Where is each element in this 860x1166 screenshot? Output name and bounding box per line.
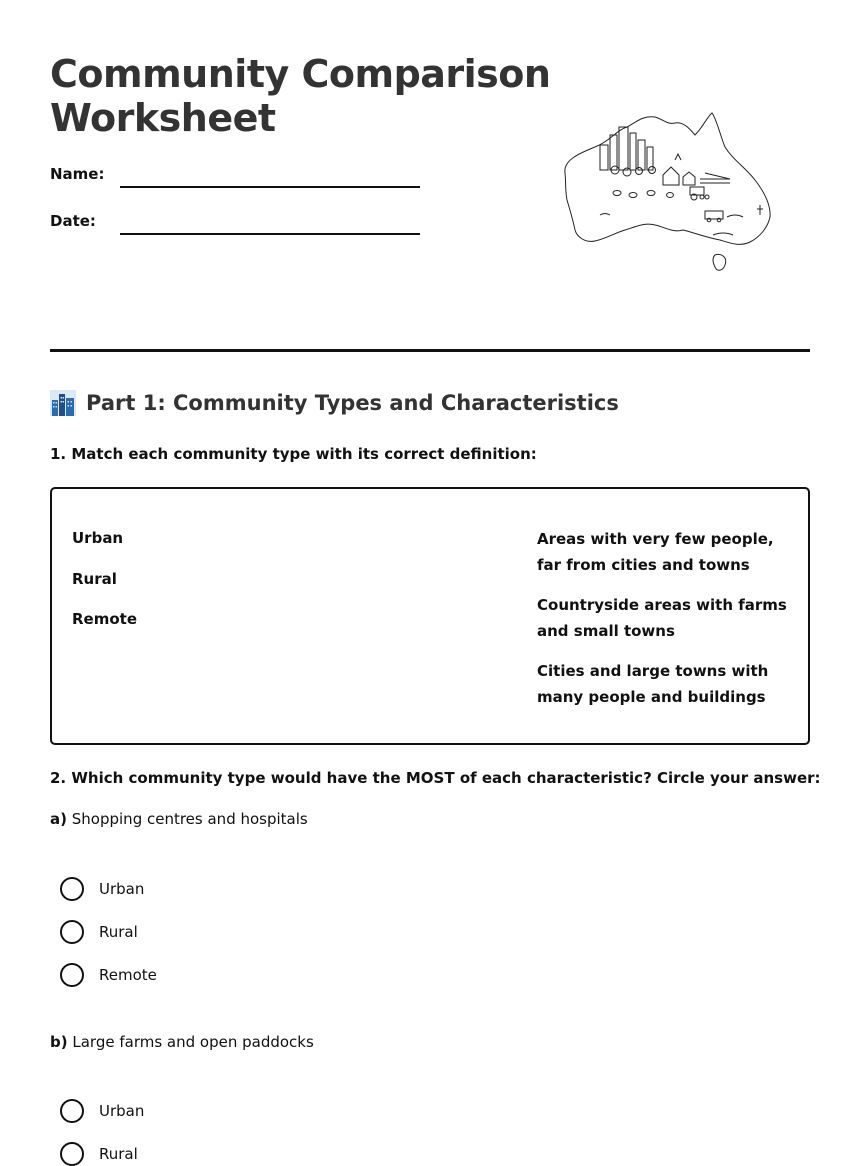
section-divider [50,349,810,352]
question-2-prompt: 2. Which community type would have the MOST of each characteristic? Circle your answer: [50,769,821,787]
question-2b [50,1033,314,1051]
radio-circle-icon[interactable] [60,1099,84,1123]
option-label: Urban [99,1102,145,1120]
page-title [50,52,550,140]
matching-box [50,487,810,745]
definition-rural[interactable]: Countryside areas with farms and small towns [537,596,787,640]
term-rural[interactable]: Rural [72,570,117,588]
title-line-2: Worksheet [50,96,276,140]
definition-remote[interactable]: Areas with very few people, far from cities and towns [537,530,774,574]
term-remote[interactable]: Remote [72,610,138,628]
option-2a-rural[interactable] [60,920,138,944]
radio-circle-icon[interactable] [60,877,84,901]
option-2b-rural[interactable] [60,1142,138,1166]
question-2b-letter: b) [50,1033,68,1051]
part1-heading-text: Part 1: Community Types and Characteristics [86,391,619,415]
part1-heading [50,390,619,416]
option-label: Urban [99,880,145,898]
name-field[interactable] [120,186,420,188]
australia-map-illustration [555,105,780,280]
date-field[interactable] [120,233,420,235]
option-2b-urban[interactable] [60,1099,144,1123]
question-2a-letter: a) [50,810,67,828]
radio-circle-icon[interactable] [60,963,84,987]
title-line-1: Community Comparison [50,52,551,96]
radio-circle-icon[interactable] [60,1142,84,1166]
definition-urban[interactable]: Cities and large towns with many people and buildings [537,662,769,706]
question-2a-text: Shopping centres and hospitals [71,810,308,828]
question-2b-text: Large farms and open paddocks [72,1033,314,1051]
option-2a-urban[interactable] [60,877,144,901]
city-buildings-icon [50,390,76,416]
option-label: Rural [99,1145,138,1163]
term-urban[interactable]: Urban [72,529,124,547]
option-2a-remote[interactable] [60,963,157,987]
question-1-prompt: 1. Match each community type with its correct definition: [50,445,537,463]
question-2a [50,810,308,828]
radio-circle-icon[interactable] [60,920,84,944]
name-label: Name: [50,165,105,183]
option-label: Rural [99,923,138,941]
date-label: Date: [50,212,96,230]
option-label: Remote [99,966,157,984]
